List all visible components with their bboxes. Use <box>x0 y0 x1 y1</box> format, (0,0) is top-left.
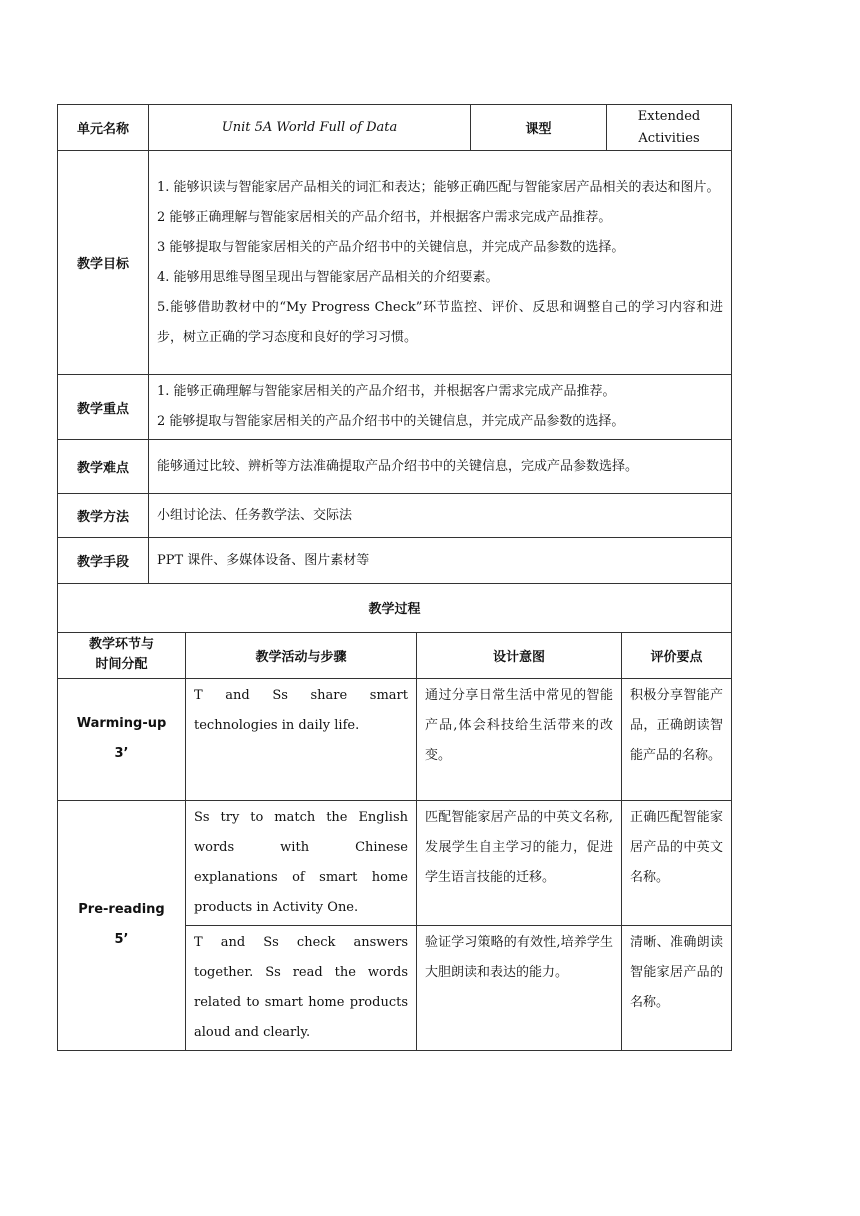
methods-row <box>58 494 732 538</box>
type-label: 课型 <box>471 105 607 151</box>
warming-up-time: 3’ <box>114 746 129 761</box>
objective-item: 4. 能够用思维导图呈现出与智能家居产品相关的介绍要素。 <box>157 269 499 285</box>
pre-reading-row-1 <box>58 800 732 925</box>
difficulties-label: 教学难点 <box>58 440 149 494</box>
pre-reading-time: 5’ <box>114 932 129 947</box>
difficulties-row <box>58 440 732 494</box>
means-label: 教学手段 <box>58 538 149 584</box>
objectives-row <box>58 151 732 375</box>
process-table <box>57 584 732 1051</box>
objective-item: 2 能够正确理解与智能家居相关的产品介绍书，并根据客户需求完成产品推荐。 <box>157 209 612 225</box>
key-points-list <box>149 375 732 440</box>
difficulties-text: 能够通过比较、辨析等方法准确提取产品介绍书中的关键信息，完成产品参数选择。 <box>149 440 732 494</box>
unit-name: Unit 5A World Full of Data <box>149 105 471 151</box>
methods-label: 教学方法 <box>58 494 149 538</box>
type-value <box>607 105 732 151</box>
warming-up-activity: T and Ss share smart technologies in daily life. <box>186 678 417 800</box>
process-title-row <box>58 584 732 632</box>
evaluation-header: 评价要点 <box>622 632 732 678</box>
lesson-plan-sheet <box>57 104 731 1051</box>
key-points-label: 教学重点 <box>58 375 149 440</box>
pre-reading-activity-1: Ss try to match the English words with Chinese explanations of smart home products in Activity One. <box>186 800 417 925</box>
warming-up-row <box>58 678 732 800</box>
type-value-line1: Extended <box>637 108 701 124</box>
objectives-label: 教学目标 <box>58 151 149 375</box>
warming-up-stage-name: Warming-up <box>76 716 167 731</box>
unit-label: 单元名称 <box>58 105 149 151</box>
warming-up-evaluation: 积极分享智能产品，正确朗读智能产品的名称。 <box>622 678 732 800</box>
objective-item: 1. 能够识读与智能家居产品相关的词汇和表达；能够正确匹配与智能家居产品相关的表达和图片。 <box>157 179 720 195</box>
objective-item: 3 能够提取与智能家居相关的产品介绍书中的关键信息，并完成产品参数的选择。 <box>157 239 625 255</box>
means-row <box>58 538 732 584</box>
type-value-line2: Activities <box>638 130 700 146</box>
key-points-row <box>58 375 732 440</box>
lesson-info-table <box>57 104 732 584</box>
key-point-item: 1. 能够正确理解与智能家居相关的产品介绍书，并根据客户需求完成产品推荐。 <box>157 384 616 399</box>
pre-reading-evaluation-1: 正确匹配智能家居产品的中英文名称。 <box>622 800 732 925</box>
pre-reading-stage-name: Pre-reading <box>78 902 165 917</box>
activities-header: 教学活动与步骤 <box>186 632 417 678</box>
intent-header: 设计意图 <box>417 632 622 678</box>
stage-header <box>58 632 186 678</box>
pre-reading-activity-2: T and Ss check answers together. Ss read the words related to smart home products aloud and clearly. <box>186 925 417 1050</box>
pre-reading-stage <box>58 800 186 1050</box>
warming-up-intent: 通过分享日常生活中常见的智能产品,体会科技给生活带来的改变。 <box>417 678 622 800</box>
process-title: 教学过程 <box>58 584 732 632</box>
unit-row <box>58 105 732 151</box>
warming-up-stage <box>58 678 186 800</box>
stage-header-line2: 时间分配 <box>95 657 148 672</box>
key-point-item: 2 能够提取与智能家居相关的产品介绍书中的关键信息，并完成产品参数的选择。 <box>157 414 625 429</box>
stage-header-line1: 教学环节与 <box>88 637 154 652</box>
pre-reading-evaluation-2: 清晰、准确朗读智能家居产品的名称。 <box>622 925 732 1050</box>
means-text: PPT 课件、多媒体设备、图片素材等 <box>149 538 732 584</box>
objectives-list <box>149 151 732 375</box>
methods-text: 小组讨论法、任务教学法、交际法 <box>149 494 732 538</box>
pre-reading-intent-2: 验证学习策略的有效性,培养学生大胆朗读和表达的能力。 <box>417 925 622 1050</box>
process-header-row <box>58 632 732 678</box>
pre-reading-intent-1: 匹配智能家居产品的中英文名称,发展学生自主学习的能力，促进学生语言技能的迁移。 <box>417 800 622 925</box>
objective-item: 5.能够借助教材中的“My Progress Check”环节监控、评价、反思和调整自己的学习内容和进步，树立正确的学习态度和良好的学习习惯。 <box>157 299 723 345</box>
